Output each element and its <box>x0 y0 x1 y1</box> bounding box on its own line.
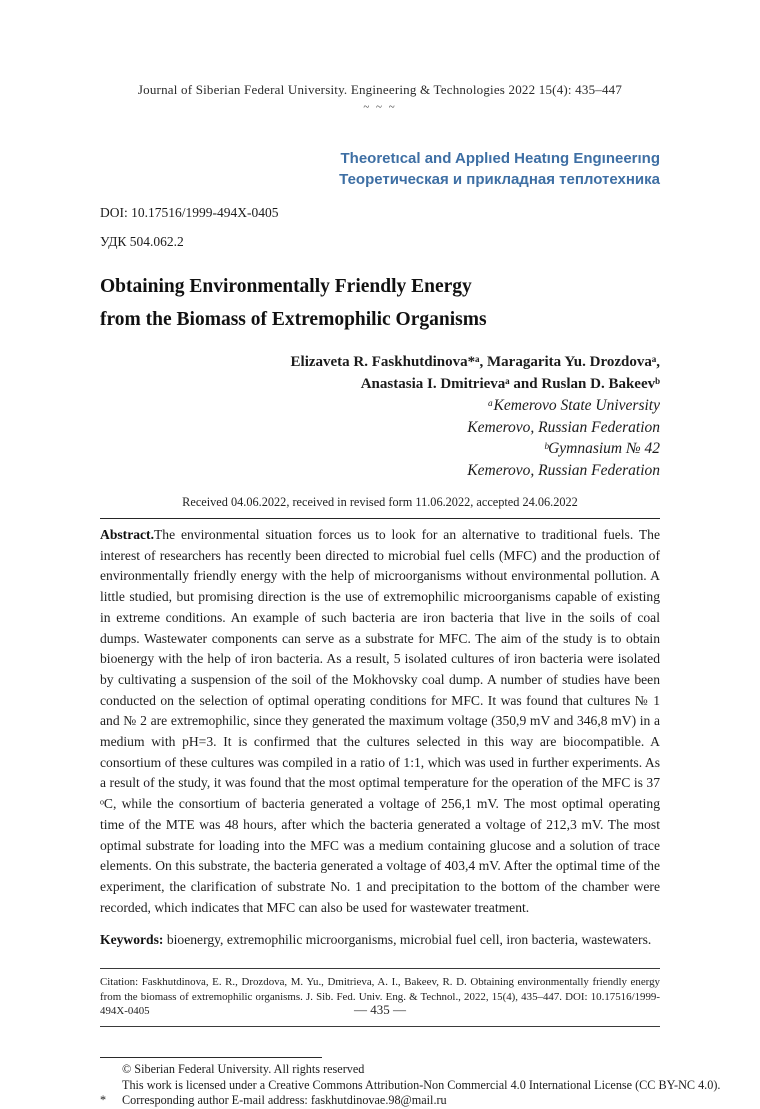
keywords-text: bioenergy, extremophilic microorganisms, microbial fuel cell, iron bacteria, wastewaters. <box>163 932 652 948</box>
doi-line: DOI: 10.17516/1999-494X-0405 <box>100 205 279 220</box>
affiliation-line1: ᵃKemerovo State University <box>487 397 660 414</box>
udk-line: УДК 504.062.2 <box>100 234 184 249</box>
affiliation-line3: ᵇGymnasium № 42 <box>543 440 660 457</box>
keywords-label: Keywords: <box>100 932 164 948</box>
abstract-label: Abstract. <box>100 527 154 542</box>
asterisk-marker: * <box>100 1093 107 1108</box>
author-names-line1: Elizaveta R. Faskhutdinova*ᵃ, Maragarita Yu. Drozdovaᵃ, <box>290 354 660 370</box>
authors-block <box>100 351 660 481</box>
paper-title-line2: from the Biomass of Extremophilic Organisms <box>100 308 487 330</box>
page-number: — 435 — <box>354 1002 406 1017</box>
rubric-title-ru: Теоретическая и прикладная теплотехника <box>339 171 660 188</box>
author-names-line2: Anastasia I. Dmitrievaᵃ and Ruslan D. Bakeevᵇ <box>360 376 660 392</box>
corresponding-author-text: Corresponding author E-mail address: faskhutdinovae.98@mail.ru <box>122 1093 447 1108</box>
keywords-paragraph <box>100 930 660 951</box>
copyright-line: © Siberian Federal University. All rights reserved <box>122 1061 365 1076</box>
received-dates: Received 04.06.2022, received in revised form 11.06.2022, accepted 24.06.2022 <box>182 495 578 509</box>
journal-header: Journal of Siberian Federal University. Engineering & Technologies 2022 15(4): 435–447 <box>137 82 623 97</box>
section-rubric <box>100 148 660 190</box>
tilde-separator: ~ ~ ~ <box>363 101 397 113</box>
abstract-top-rule <box>100 518 660 519</box>
abstract-paragraph <box>100 525 660 918</box>
footnote-block <box>100 1057 721 1109</box>
rubric-title-en: Theoretıcal and Applıed Heatıng Engıneerıng <box>340 150 660 167</box>
license-line: This work is licensed under a Creative Commons Attribution-Non Commercial 4.0 International License (CC BY-NC 4.0). <box>122 1077 721 1092</box>
citation-block: Citation: Faskhutdinova, E. R., Drozdova, M. Yu., Dmitrieva, A. I., Bakeev, R. D. Obtaining environmentally friendly energy from the biomass of extremophilic organisms. J. Sib. Fed. Univ. Eng. & Technol., 2022, 15(4), 435–447. DOI: 10.17516/1999-494X-0405 <box>100 968 660 1027</box>
footnote-rule <box>100 1057 322 1058</box>
affiliation-line4: Kemerovo, Russian Federation <box>467 461 660 479</box>
paper-title-line1: Obtaining Environmentally Friendly Energy <box>100 276 472 297</box>
paper-title <box>100 271 660 336</box>
abstract-text: The environmental situation forces us to look for an alternative to traditional fuels. The interest of researchers has recently been directed to microbial fuel cells (MFC) and the production of environmentally friendly energy with the help of microorganisms without environmental pollution. A little studied, but promising direction is the use of extremophilic microorganisms capable of existing in extreme conditions. An example of such bacteria are iron bacteria that live in the soils of coal dumps. Wastewater components can serve as a substrate for MFC. The aim of the study is to obtain bioenergy with the help of iron bacteria. As a result, 5 isolated cultures of iron bacteria were isolated by cultivating a suspension of the soil of the Mokhovsky coal dump. A number of studies have been conducted on the selection of optimal operating conditions for MFC. It was found that cultures № 1 and № 2 are extremophilic, since they generated the maximum voltage (350,9 mV and 346,8 mV) in a medium with pH=3. It is confirmed that the cultures selected in this way are biocompatible. A consortium of these cultures was compiled in a ratio of 1:1, which was used in further experiments. As a result of the study, it was found that the most optimal temperature for the operation of the MFC is 37 ᵒC, while the consortium of bacteria generated a voltage of 256,1 mV. The most optimal operating time of the MTE was 48 hours, after which the bacteria generated a voltage of 212,3 mV. The most optimal substrate for loading into the MFC was a medium containing glucose and a solution of trace elements. On this substrate, the bacteria generated a voltage of 403,4 mV. After the optimal time of the experiment, the clarification of substrate No. 1 and precipitation to the bottom of the chamber were recorded, which indicates that MFC can also be used for wastewater treatment. <box>100 527 660 915</box>
affiliation-line2: Kemerovo, Russian Federation <box>467 418 660 436</box>
corresponding-author-line <box>100 1093 660 1109</box>
